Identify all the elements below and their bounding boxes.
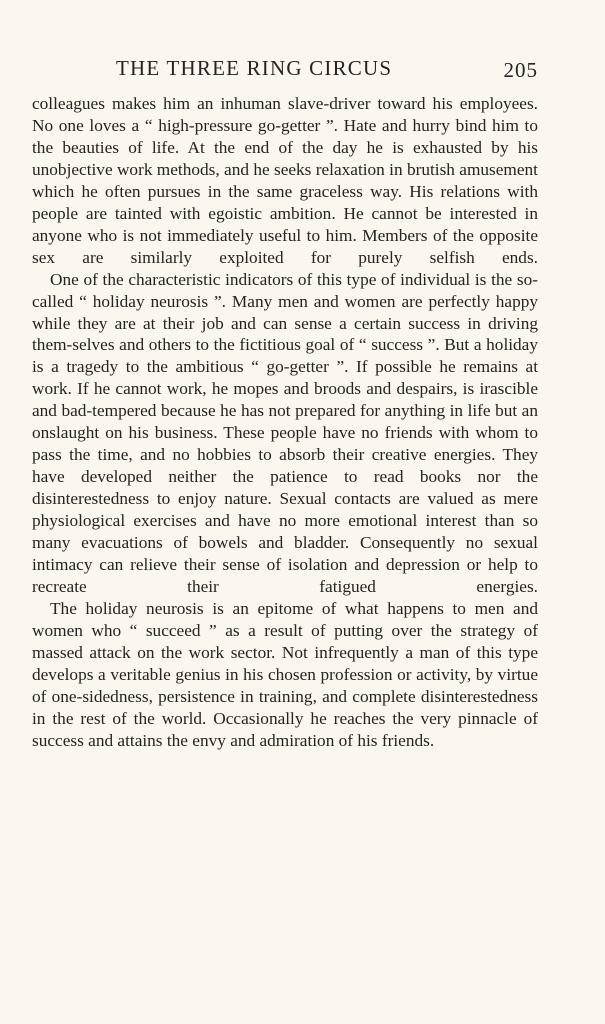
paragraph-1: colleagues makes him an inhuman slave-driver toward his employees. No one loves a “ high-pressure go-getter ”. Hate and hurry bind him to the beauties of life. At the end of the day he is exhausted by his unobjective work methods, and he seeks relaxation in brutish amusement which he often pursues in the same graceless way. His relations with people are tainted with egoistic ambition. He cannot be interested in anyone who is not immediately useful to him. Members of the opposite sex are similarly exploited for purely selfish ends. xyxy=(32,94,538,267)
running-title: THE THREE RING CIRCUS xyxy=(116,56,393,80)
page-number: 205 xyxy=(503,58,538,82)
running-head xyxy=(32,56,538,86)
body-text xyxy=(32,93,538,752)
paragraph-3: The holiday neurosis is an epitome of what happens to men and women who “ succeed ” as a result of putting over the strategy of massed attack on the work sector. Not infrequently a man of this type develops a veritable genius in his chosen profession or activity, by virtue of one-sidedness, persistence in training, and complete disinterestedness in the rest of the world. Occasionally he reaches the very pinnacle of success and attains the envy and admiration of his friends. xyxy=(32,598,538,750)
paragraph-2: One of the characteristic indicators of this type of individual is the so-called “ holiday neurosis ”. Many men and women are perfectly happy while they are at their job and can sense a certain success in driving them-selves and others to the fictitious goal of “ success ”. But a holiday is a tragedy to the ambitious “ go-getter ”. If possible he remains at work. If he cannot work, he mopes and broods and despairs, is irascible and bad-tempered because he has not prepared for anything in life but an onslaught on his business. These people have no friends with whom to pass the time, and no hobbies to absorb their creative energies. They have developed neither the patience to read books nor the disinterestedness to enjoy nature. Sexual contacts are valued as mere physiological exercises and have no more emotional interest than so many evacuations of bowels and bladder. Consequently no sexual intimacy can relieve their sense of isolation and depression or help to recreate their fatigued energies. xyxy=(32,269,538,596)
